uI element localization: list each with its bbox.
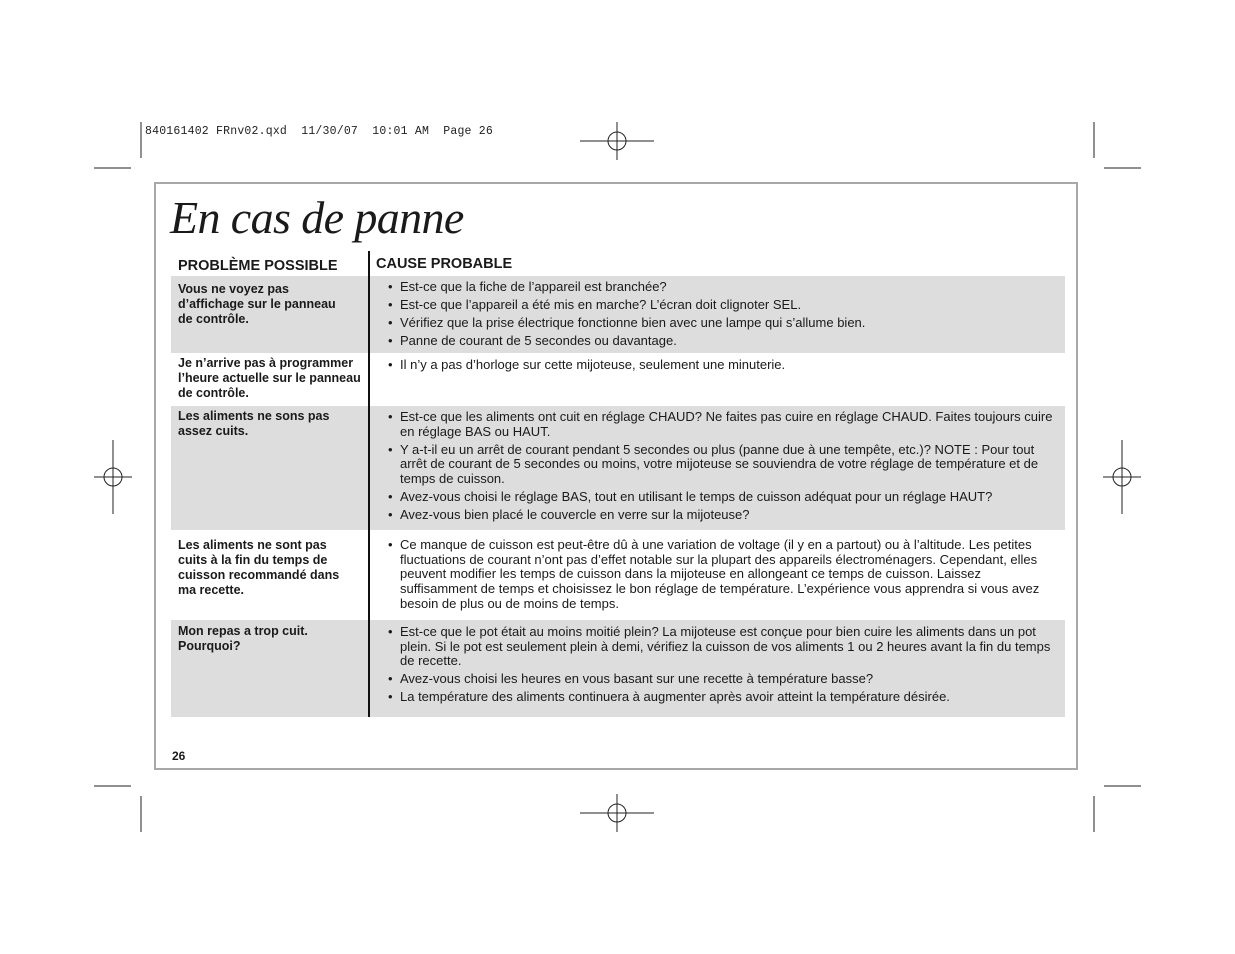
cause-list [388, 358, 1058, 376]
problem-text: Vous ne voyez pas d’affichage sur le panneau de contrôle. [178, 282, 336, 326]
cause-list [388, 410, 1058, 526]
page-title: En cas de panne [170, 192, 464, 243]
print-slug-line: 840161402 FRnv02.qxd 11/30/07 10:01 AM Page 26 [145, 125, 493, 138]
registration-mark-right [1103, 440, 1141, 514]
cause-item: • Avez-vous bien placé le couvercle en verre sur la mijoteuse? [388, 508, 1058, 523]
cause-item: • Panne de courant de 5 secondes ou davantage. [388, 334, 1058, 349]
cause-item: • Est-ce que le pot était au moins moitié plein? La mijoteuse est conçue pour bien cuire les aliments dans un pot plein. Si le pot est seulement plein à demi, vérifiez la cuisson de vos aliments 1 ou 2 heures avant la fin du temps de recette. [388, 625, 1058, 669]
cause-list [388, 625, 1058, 708]
cause-item: • Vérifiez que la prise électrique fonctionne bien avec une lampe qui s’allume bien. [388, 316, 1058, 331]
registration-mark-top [580, 122, 654, 160]
header-problem: PROBLÈME POSSIBLE [178, 258, 338, 274]
table-row [171, 276, 1065, 353]
cause-list [388, 538, 1058, 615]
cause-item: • Ce manque de cuisson est peut-être dû à une variation de voltage (il y en a partout) ou à l’altitude. Les petites fluctuations de courant n’ont pas d’effet notable sur la plupart des appareils électroménagers. Cependant, elles peuvent modifier les temps de cuisson dans la mijoteuse en allongeant ce temps de cuisson. Laissez suffisamment de temps et choisissez le bon réglage de température. L’expérience vous apprendra si vous avez besoin de plus ou de moins de temps. [388, 538, 1058, 612]
cause-item: • Y a-t-il eu un arrêt de courant pendant 5 secondes ou plus (panne due à une tempête, etc.)? NOTE : Pour tout arrêt de courant de 5 secondes ou moins, votre mijoteuse se souviendra de votre réglage de température et de temps de cuisson. [388, 443, 1058, 487]
header-cause: CAUSE PROBABLE [376, 256, 513, 272]
registration-mark-left [94, 440, 132, 514]
problem-text: Les aliments ne sons pas assez cuits. [178, 409, 330, 438]
cause-item: • Avez-vous choisi les heures en vous basant sur une recette à température basse? [388, 672, 1058, 687]
cause-item: • Est-ce que l’appareil a été mis en marche? L’écran doit clignoter SEL. [388, 298, 1058, 313]
table-row [171, 406, 1065, 530]
table-row [171, 620, 1065, 717]
table-row [171, 353, 1065, 406]
registration-mark-bottom [580, 794, 654, 832]
problem-text: Les aliments ne sont pas cuits à la fin du temps de cuisson recommandé dans ma recette. [178, 538, 340, 597]
cause-item: • Il n’y a pas d’horloge sur cette mijoteuse, seulement une minuterie. [388, 358, 1058, 373]
column-divider [368, 251, 370, 717]
page-number: 26 [172, 749, 186, 763]
cause-item: • Est-ce que les aliments ont cuit en réglage CHAUD? Ne faites pas cuire en réglage CHAUD. Faites toujours cuire en réglage BAS ou HAUT. [388, 410, 1058, 439]
cause-list [388, 280, 1058, 352]
problem-text: Je n’arrive pas à programmer l’heure actuelle sur le panneau de contrôle. [178, 356, 361, 400]
cause-item: • La température des aliments continuera à augmenter après avoir atteint la température désirée. [388, 690, 1058, 705]
table-row [171, 530, 1065, 620]
problem-text: Mon repas a trop cuit. Pourquoi? [178, 624, 308, 653]
cause-item: • Est-ce que la fiche de l’appareil est branchée? [388, 280, 1058, 295]
cause-item: • Avez-vous choisi le réglage BAS, tout en utilisant le temps de cuisson adéquat pour un réglage HAUT? [388, 490, 1058, 505]
